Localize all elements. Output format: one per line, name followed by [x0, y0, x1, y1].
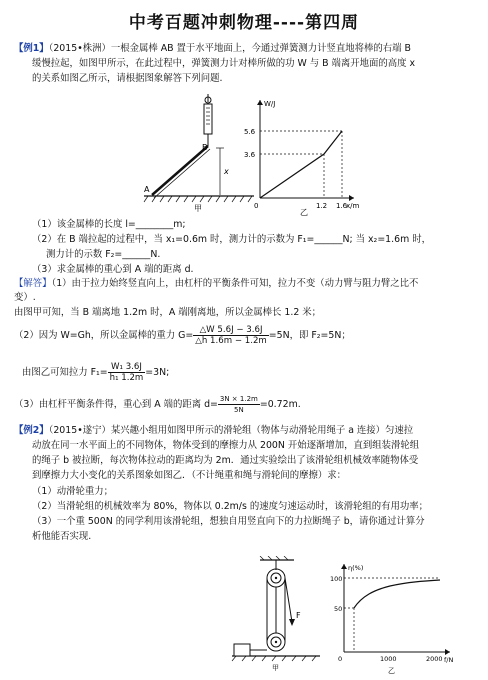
answer1-line1 — [14, 277, 418, 290]
example2-text1: （2015•遂宁）某兴趣小组用如图甲所示的滑轮组（物体与动滑轮用绳子 a 连接）匀速拉 — [48, 425, 414, 436]
example2-label: 【例2】 — [14, 425, 49, 436]
figure1-label-x: x — [224, 167, 229, 176]
answer1-gravity-den: △h 1.6m − 1.2m — [195, 336, 267, 346]
figure2-ylabel: W/J — [264, 100, 276, 108]
answer1-force-den: h₁ 1.2m — [109, 373, 144, 383]
figure2-caption: 乙 — [300, 208, 308, 216]
answer-label: 【解答】 — [14, 278, 52, 289]
example1-question2a: （2）在 B 端拉起的过程中，当 x₁=0.6m 时，测力计的示数为 F₁=______N; 当 x₂=1.6m 时， — [32, 234, 431, 245]
example1-label: 【例1】 — [14, 43, 49, 54]
figure2-tick-x2: 1.6 — [336, 202, 348, 210]
example2-question2: （2）当滑轮组的机械效率为 80%，物体以 0.2m/s 的速度匀速运动时，该滑轮组的有用功率； — [32, 501, 428, 512]
answer1-gravity-post: =5N，即 F₂=5N； — [268, 330, 351, 341]
answer1-distance-post: =0.72m. — [259, 399, 301, 410]
answer1-distance-fraction — [218, 394, 260, 415]
figure2-xlabel: x/m — [346, 202, 360, 210]
figure1-work-graph — [244, 94, 360, 216]
answer1-gravity-num: △W 5.6J − 3.6J — [193, 325, 269, 336]
figure1-caption: 甲 — [194, 204, 202, 212]
answer1-distance-num: 3N × 1.2m — [219, 395, 258, 403]
answer1-distance-den: 5N — [234, 406, 244, 414]
figure4-origin: 0 — [338, 655, 343, 663]
figure2-tick-x1: 1.2 — [316, 202, 328, 210]
figure1-label-b: B — [202, 143, 208, 152]
figure1-rod-diagram — [140, 92, 260, 212]
figure3-label-f: F — [296, 611, 301, 620]
figure4-xlabel: f/N — [444, 656, 454, 664]
answer1-force-num: W₁ 3.6J — [108, 362, 146, 373]
answer1-text1: （1）由于拉力始终竖直向上，由杠杆的平衡条件可知，拉力不变（动力臂与阻力臂之比不 — [51, 278, 419, 289]
example2-line4: 到摩擦力大小变化的关系图象如图乙．（不计绳重和绳与滑轮间的摩擦）求： — [32, 470, 347, 481]
figure4-tick-y2: 50 — [334, 605, 343, 613]
example2-question3b: 析他能否实现. — [32, 531, 92, 542]
figure4-tick-x2: 2000 — [426, 655, 443, 663]
example1-question3: （3）求金属棒的重心到 A 端的距离 d. — [32, 264, 194, 275]
example1-line2: 缓慢拉起，如图甲所示，在此过程中，弹簧测力计对棒所做的功 W 与 B 端离开地面的高度 x — [32, 58, 416, 69]
figure4-efficiency-graph — [328, 560, 458, 676]
figure4-caption: 乙 — [388, 667, 395, 675]
answer1-line2: 由图甲可知，当 B 端离地 1.2m 时，A 端刚离地，所以金属棒长 1.2 米； — [14, 307, 322, 318]
answer1-line1b: 变）. — [14, 292, 36, 303]
answer1-force-post: =3N; — [145, 367, 170, 378]
figure3-pulley-diagram — [224, 556, 324, 672]
answer1-force-formula — [22, 362, 169, 383]
example1-line3: 的关系如图乙所示，请根据图象解答下列问题. — [32, 73, 223, 84]
answer1-gravity-fraction — [193, 325, 269, 346]
example2-line2: 动放在同一水平面上的不同物体，物体受到的摩擦力从 200N 开始逐渐增加，直到组装滑轮组 — [32, 440, 420, 451]
figure1-label-a: A — [144, 185, 150, 194]
answer1-gravity-formula — [14, 325, 351, 346]
figure4-tick-x1: 1000 — [380, 655, 397, 663]
figure2-tick-y1: 5.6 — [244, 128, 256, 136]
example2-question1: （1）动滑轮重力； — [32, 486, 113, 497]
example2-line1 — [14, 424, 413, 437]
example1-question2b: 测力计的示数 F₂=______N. — [46, 249, 161, 260]
example2-question3a: （3）一个重 500N 的同学利用该滑轮组，想独自用竖直向下的力拉断绳子 b，请你通过计算分 — [32, 516, 425, 527]
figure2-tick-y2: 3.6 — [244, 151, 256, 159]
page-title: 中考百题冲刺物理----第四周 — [128, 13, 360, 33]
figure3-caption: 甲 — [272, 664, 279, 672]
example1-text1: （2015•株洲）一根金属棒 AB 置于水平地面上，今通过弹簧测力计竖直地将棒的右端 B — [48, 43, 411, 54]
figure2-origin: 0 — [254, 202, 259, 210]
figure4-ylabel: η(%) — [348, 564, 364, 572]
answer1-gravity-pre: （2）因为 W=Gh，所以金属棒的重力 G= — [14, 330, 194, 341]
example2-line3: 的绳子 b 被拉断，每次物体拉动的距离均为 2m．通过实验绘出了该滑轮组机械效率随物体受 — [32, 455, 419, 466]
answer1-distance-pre: （3）由杠杆平衡条件得，重心到 A 端的距离 d= — [14, 399, 218, 410]
example1-line1 — [14, 42, 411, 55]
answer1-distance-formula — [14, 394, 301, 415]
answer1-force-fraction — [108, 362, 146, 383]
answer1-force-pre: 由图乙可知拉力 F₁= — [22, 367, 108, 378]
example1-question1: （1）该金属棒的长度 l=________m; — [32, 219, 186, 230]
figure4-tick-y1: 100 — [330, 575, 343, 583]
